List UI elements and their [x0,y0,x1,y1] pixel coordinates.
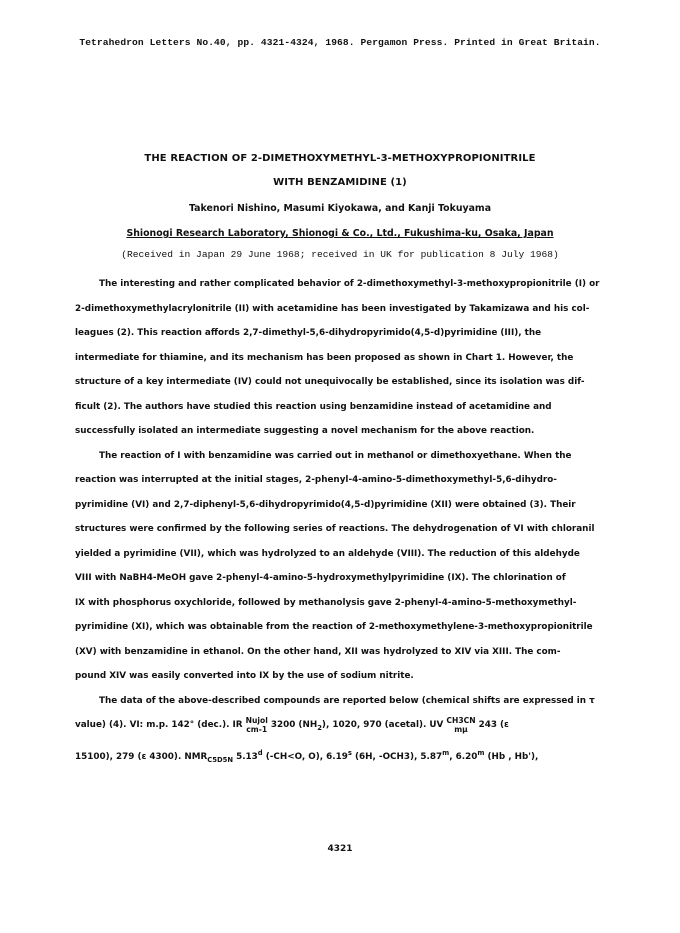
multiplicity-mark: m [477,748,485,757]
journal-citation-header: Tetrahedron Letters No.40, pp. 4321-4324, 1968. Pergamon Press. Printed in Great Britain. [79,37,601,48]
article-body [75,272,615,772]
text-line: intermediate for thiamine, and its mechanism has been proposed as shown in Chart 1. However, the [75,352,574,363]
paragraph-3 [75,689,615,773]
text-fragment: value) (4). VI: m.p. 142° (dec.). IR [75,720,246,730]
affiliation-text: Shionogi Research Laboratory, Shionogi & Co., Ltd., Fukushima-ku, Osaka, Japan [126,228,554,239]
uv-solvent-label [446,716,475,734]
nmr-solvent: C5D5N [207,755,234,764]
text-fragment: 243 (ε [475,720,509,730]
text-line: IX with phosphorus oxychloride, followed by methanolysis gave 2-phenyl-4-amino-5-methoxymethyl- [75,597,577,608]
uv-unit: mμ [454,724,468,734]
ir-medium-label [246,716,268,734]
text-line: The interesting and rather complicated behavior of 2-dimethoxymethyl-3-methoxypropionitrile (I) or [99,279,600,289]
uv-solvent: CH3CN [446,715,476,725]
text-line: The reaction of I with benzamidine was carried out in methanol or dimethoxyethane. When the [99,450,572,461]
text-line: successfully isolated an intermediate suggesting a novel mechanism for the above reaction. [75,426,535,436]
text-line: pyrimidine (XI), which was obtainable from the reaction of 2-methoxymethylene-3-methoxypropionitrile [75,622,593,632]
multiplicity-mark: m [442,748,450,757]
spectral-data-line-ir-uv: value) (4). VI: m.p. 142° (dec.). IR Nujol cm-1 3200 $(NH_2)$, 1020, 970 (acetal). UV CH3CN mμ 243 (ε [75,715,509,734]
text-fragment: , 6.20 [449,751,478,762]
text-fragment: 15100), 279 (ε 4300). NMR [75,751,208,762]
text-line: 2-dimethoxymethylacrylonitrile (II) with acetamidine has been investigated by Takamizawa and his col- [75,303,590,314]
author-list: Takenori Nishino, Masumi Kiyokawa, and Kanji Tokuyama [188,203,492,214]
text-line: pound XIV was easily converted into IX by the use of sodium nitrite. [75,671,414,681]
text-line: VIII with NaBH4-MeOH gave 2-phenyl-4-amino-5-hydroxymethylpyrimidine (IX). The chlorination of [75,573,566,583]
text-fragment: (-CH<O, O), 6.19 [262,751,348,762]
text-line: structures were confirmed by the following series of reactions. The dehydrogenation of VI with chloranil [75,524,595,534]
text-line: structure of a key intermediate (IV) could not unequivocally be established, since its isolation was dif- [75,377,585,387]
received-dates: (Received in Japan 29 June 1968; received in UK for publication 8 July 1968) [121,249,559,260]
text-line: The data of the above-described compounds are reported below (chemical shifts are expressed in τ [99,695,595,706]
paragraph-2 [75,444,615,689]
paragraph-1 [75,272,615,444]
text-line: (XV) with benzamidine in ethanol. On the other hand, XII was hydrolyzed to XIV via XIII. The com- [75,646,561,657]
text-line: yielded a pyrimidine (VII), which was hydrolyzed to an aldehyde (VIII). The reduction of this aldehyde [75,548,580,559]
multiplicity-mark: d [257,748,263,757]
ir-medium: Nujol [245,715,268,725]
text-fragment: (Hb , Hb'), [484,751,539,762]
text-fragment: (6H, -OCH3), 5.87 [351,751,443,762]
ir-unit: cm-1 [246,724,268,734]
text-fragment: 5.13 [233,751,258,762]
article-title-line-1: THE REACTION OF 2-DIMETHOXYMETHYL-3-METHOXYPROPIONITRILE [144,153,536,164]
page-number: 4321 [327,844,353,854]
affiliation [0,228,680,239]
text-fragment: 3200 (NH [267,720,318,730]
article-title-line-2: WITH BENZAMIDINE (1) [273,177,407,188]
text-line: ficult (2). The authors have studied this reaction using benzamidine instead of acetamidine and [75,401,552,412]
text-fragment: ), 1020, 970 (acetal). UV [321,720,447,730]
text-line: leagues (2). This reaction affords 2,7-dimethyl-5,6-dihydropyrimido(4,5-d)pyrimidine (III), the [75,328,542,338]
text-line: pyrimidine (VI) and 2,7-diphenyl-5,6-dihydropyrimido(4,5-d)pyrimidine (XII) were obtained (3). Their [75,499,576,510]
multiplicity-mark: s [347,748,352,757]
spectral-data-line-nmr [75,741,615,773]
text-line: reaction was interrupted at the initial stages, 2-phenyl-4-amino-5-dimethoxymethyl-5,6-dihydro- [75,475,557,485]
